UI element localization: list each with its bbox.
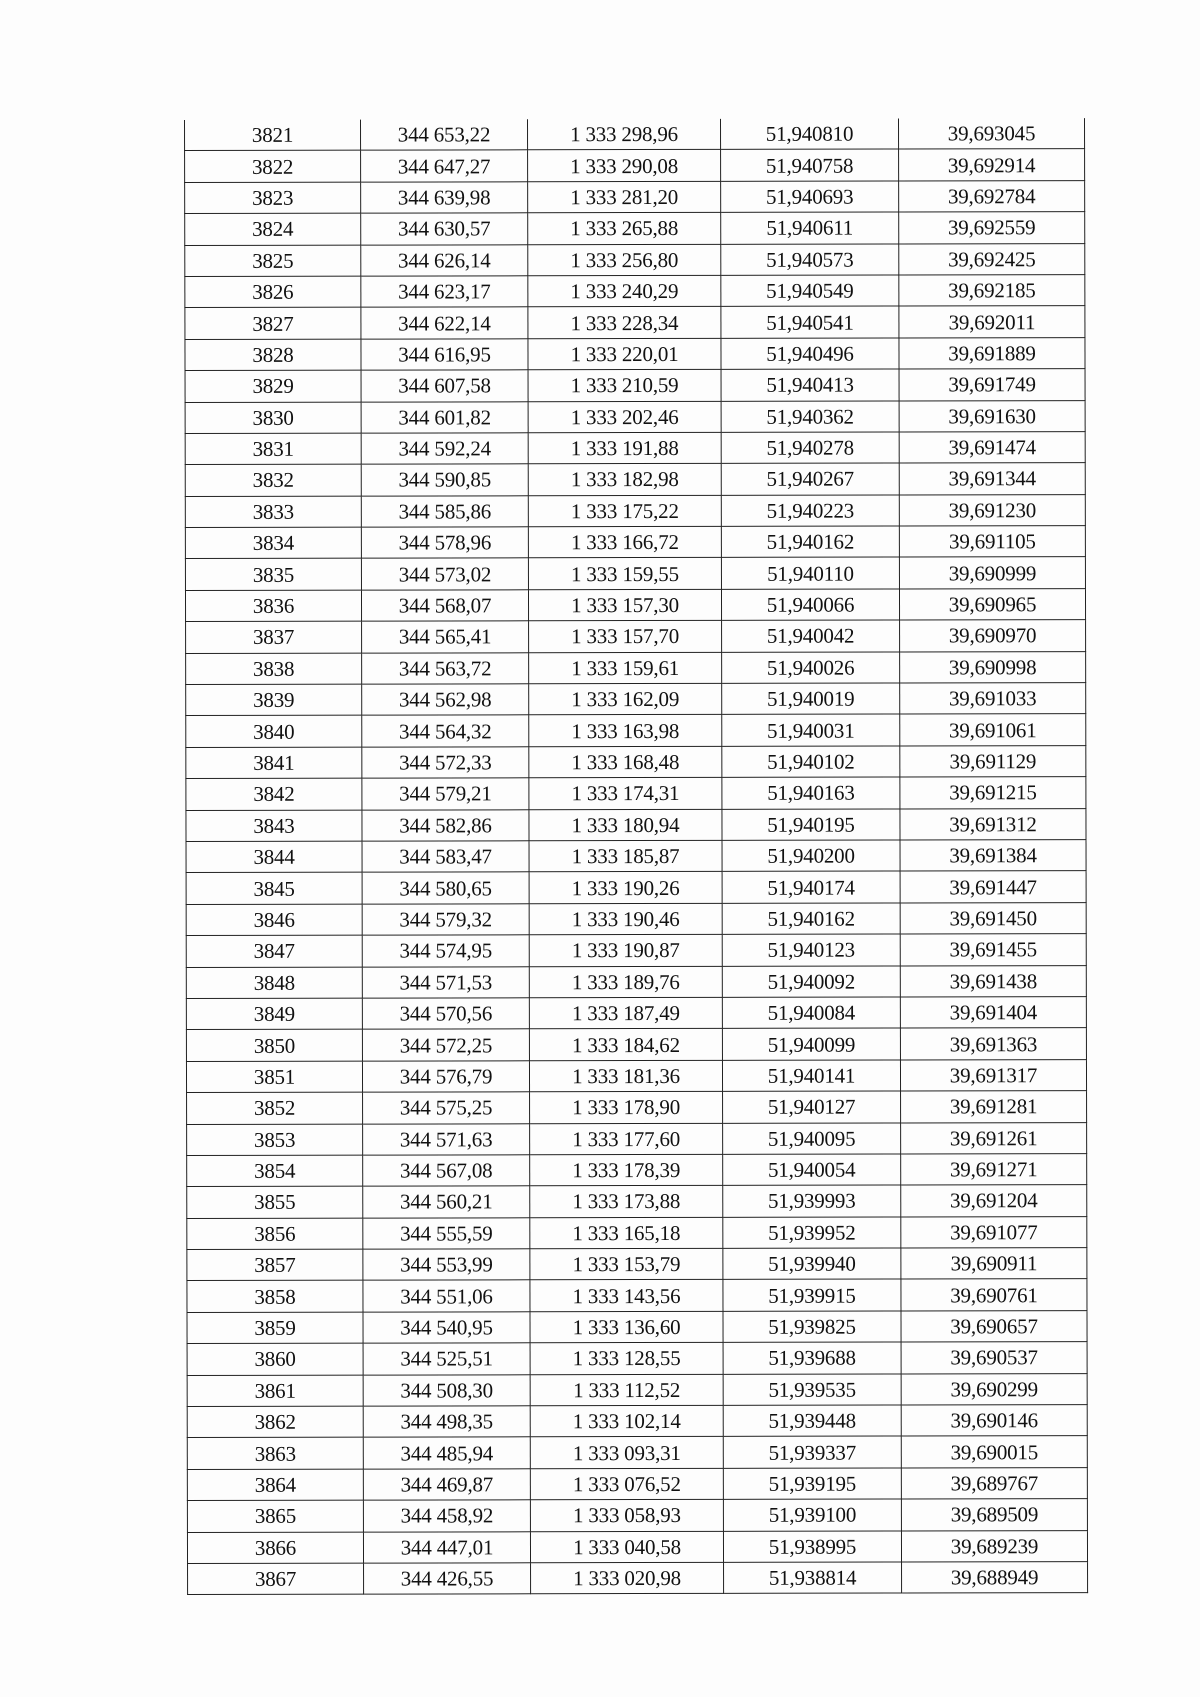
table-row bbox=[186, 651, 1086, 684]
table-row bbox=[186, 714, 1086, 747]
x-coordinate-cell: 344 578,96 bbox=[361, 527, 528, 559]
x-coordinate-cell: 344 525,51 bbox=[363, 1343, 530, 1375]
x-coordinate-cell: 344 647,27 bbox=[361, 150, 528, 182]
y-coordinate-cell: 1 333 180,94 bbox=[529, 809, 722, 841]
point-number-cell: 3837 bbox=[186, 621, 362, 653]
table-row bbox=[187, 1185, 1087, 1218]
point-number-cell: 3822 bbox=[185, 151, 361, 183]
point-number-cell: 3824 bbox=[185, 213, 361, 245]
x-coordinate-cell: 344 571,53 bbox=[362, 966, 529, 998]
y-coordinate-cell: 1 333 163,98 bbox=[529, 715, 722, 747]
y-coordinate-cell: 1 333 173,88 bbox=[530, 1186, 723, 1218]
table-row bbox=[185, 400, 1085, 433]
table-row bbox=[188, 1562, 1088, 1595]
point-number-cell: 3836 bbox=[185, 590, 361, 622]
latitude-cell: 51,940549 bbox=[721, 275, 899, 307]
latitude-cell: 51,940278 bbox=[721, 432, 899, 464]
point-number-cell: 3860 bbox=[187, 1343, 363, 1375]
x-coordinate-cell: 344 583,47 bbox=[362, 841, 529, 873]
point-number-cell: 3852 bbox=[187, 1092, 363, 1124]
longitude-cell: 39,691061 bbox=[900, 714, 1086, 746]
y-coordinate-cell: 1 333 290,08 bbox=[528, 150, 721, 182]
x-coordinate-cell: 344 590,85 bbox=[361, 464, 528, 496]
table-row bbox=[187, 1405, 1087, 1438]
y-coordinate-cell: 1 333 190,26 bbox=[529, 872, 722, 904]
point-number-cell: 3858 bbox=[187, 1281, 363, 1313]
latitude-cell: 51,940223 bbox=[721, 495, 899, 527]
longitude-cell: 39,691077 bbox=[901, 1216, 1087, 1248]
longitude-cell: 39,690015 bbox=[901, 1436, 1087, 1468]
point-number-cell: 3866 bbox=[187, 1532, 363, 1564]
y-coordinate-cell: 1 333 112,52 bbox=[530, 1374, 723, 1406]
y-coordinate-cell: 1 333 157,30 bbox=[528, 589, 721, 621]
x-coordinate-cell: 344 575,25 bbox=[363, 1092, 530, 1124]
x-coordinate-cell: 344 568,07 bbox=[361, 590, 528, 622]
table-row bbox=[185, 149, 1085, 182]
point-number-cell: 3850 bbox=[186, 1029, 362, 1061]
longitude-cell: 39,691630 bbox=[899, 400, 1085, 432]
point-number-cell: 3838 bbox=[186, 653, 362, 685]
latitude-cell: 51,939448 bbox=[723, 1405, 901, 1437]
table-row bbox=[185, 526, 1085, 559]
x-coordinate-cell: 344 622,14 bbox=[361, 307, 528, 339]
longitude-cell: 39,691033 bbox=[900, 683, 1086, 715]
y-coordinate-cell: 1 333 020,98 bbox=[531, 1562, 724, 1594]
point-number-cell: 3844 bbox=[186, 841, 362, 873]
longitude-cell: 39,691384 bbox=[900, 840, 1086, 872]
x-coordinate-cell: 344 553,99 bbox=[363, 1249, 530, 1281]
longitude-cell: 39,691281 bbox=[901, 1091, 1087, 1123]
point-number-cell: 3859 bbox=[187, 1312, 363, 1344]
point-number-cell: 3857 bbox=[187, 1249, 363, 1281]
x-coordinate-cell: 344 426,55 bbox=[364, 1563, 531, 1595]
y-coordinate-cell: 1 333 153,79 bbox=[530, 1248, 723, 1280]
point-number-cell: 3835 bbox=[185, 559, 361, 591]
x-coordinate-cell: 344 601,82 bbox=[361, 401, 528, 433]
y-coordinate-cell: 1 333 182,98 bbox=[528, 464, 721, 496]
longitude-cell: 39,690970 bbox=[900, 620, 1086, 652]
table-row bbox=[185, 306, 1085, 339]
latitude-cell: 51,940195 bbox=[722, 809, 900, 841]
longitude-cell: 39,690146 bbox=[901, 1405, 1087, 1437]
latitude-cell: 51,939100 bbox=[723, 1499, 901, 1531]
latitude-cell: 51,939825 bbox=[723, 1311, 901, 1343]
longitude-cell: 39,691271 bbox=[901, 1154, 1087, 1186]
longitude-cell: 39,691105 bbox=[899, 526, 1085, 558]
longitude-cell: 39,689509 bbox=[901, 1499, 1087, 1531]
x-coordinate-cell: 344 570,56 bbox=[362, 998, 529, 1030]
y-coordinate-cell: 1 333 178,90 bbox=[530, 1091, 723, 1123]
y-coordinate-cell: 1 333 168,48 bbox=[529, 746, 722, 778]
table-row bbox=[186, 934, 1086, 967]
x-coordinate-cell: 344 498,35 bbox=[363, 1406, 530, 1438]
longitude-cell: 39,691261 bbox=[901, 1122, 1087, 1154]
latitude-cell: 51,940162 bbox=[722, 903, 900, 935]
latitude-cell: 51,940102 bbox=[722, 746, 900, 778]
point-number-cell: 3864 bbox=[187, 1469, 363, 1501]
table-row bbox=[186, 683, 1086, 716]
table-row bbox=[187, 1530, 1087, 1563]
latitude-cell: 51,940099 bbox=[722, 1028, 900, 1060]
point-number-cell: 3847 bbox=[186, 935, 362, 967]
latitude-cell: 51,940810 bbox=[720, 119, 898, 150]
y-coordinate-cell: 1 333 181,36 bbox=[529, 1060, 722, 1092]
y-coordinate-cell: 1 333 184,62 bbox=[529, 1029, 722, 1061]
table-row bbox=[185, 557, 1085, 590]
x-coordinate-cell: 344 565,41 bbox=[362, 621, 529, 653]
table-row bbox=[185, 180, 1085, 213]
table-row bbox=[187, 1499, 1087, 1532]
point-number-cell: 3832 bbox=[185, 464, 361, 496]
longitude-cell: 39,690965 bbox=[899, 588, 1085, 620]
point-number-cell: 3843 bbox=[186, 810, 362, 842]
longitude-cell: 39,691474 bbox=[899, 432, 1085, 464]
y-coordinate-cell: 1 333 210,59 bbox=[528, 370, 721, 402]
point-number-cell: 3842 bbox=[186, 778, 362, 810]
x-coordinate-cell: 344 563,72 bbox=[362, 652, 529, 684]
y-coordinate-cell: 1 333 128,55 bbox=[530, 1343, 723, 1375]
latitude-cell: 51,940541 bbox=[721, 306, 899, 338]
longitude-cell: 39,691230 bbox=[899, 494, 1085, 526]
point-number-cell: 3821 bbox=[185, 120, 361, 151]
longitude-cell: 39,691344 bbox=[899, 463, 1085, 495]
x-coordinate-cell: 344 579,21 bbox=[362, 778, 529, 810]
point-number-cell: 3839 bbox=[186, 684, 362, 716]
point-number-cell: 3865 bbox=[187, 1500, 363, 1532]
longitude-cell: 39,689239 bbox=[901, 1530, 1087, 1562]
x-coordinate-cell: 344 551,06 bbox=[363, 1280, 530, 1312]
y-coordinate-cell: 1 333 058,93 bbox=[530, 1500, 723, 1532]
table-row bbox=[187, 1279, 1087, 1312]
latitude-cell: 51,938995 bbox=[723, 1531, 901, 1563]
latitude-cell: 51,940174 bbox=[722, 871, 900, 903]
table-row bbox=[187, 1310, 1087, 1343]
latitude-cell: 51,939940 bbox=[723, 1248, 901, 1280]
latitude-cell: 51,940163 bbox=[722, 777, 900, 809]
longitude-cell: 39,690911 bbox=[901, 1248, 1087, 1280]
x-coordinate-cell: 344 564,32 bbox=[362, 715, 529, 747]
latitude-cell: 51,940042 bbox=[722, 620, 900, 652]
latitude-cell: 51,940123 bbox=[722, 934, 900, 966]
point-number-cell: 3861 bbox=[187, 1375, 363, 1407]
y-coordinate-cell: 1 333 256,80 bbox=[528, 244, 721, 276]
latitude-cell: 51,939337 bbox=[723, 1436, 901, 1468]
table-row bbox=[186, 871, 1086, 904]
y-coordinate-cell: 1 333 187,49 bbox=[529, 997, 722, 1029]
longitude-cell: 39,690537 bbox=[901, 1342, 1087, 1374]
latitude-cell: 51,940084 bbox=[722, 997, 900, 1029]
longitude-cell: 39,693045 bbox=[898, 118, 1084, 149]
latitude-cell: 51,940693 bbox=[721, 181, 899, 213]
x-coordinate-cell: 344 560,21 bbox=[363, 1186, 530, 1218]
latitude-cell: 51,939688 bbox=[723, 1342, 901, 1374]
longitude-cell: 39,691447 bbox=[900, 871, 1086, 903]
latitude-cell: 51,940019 bbox=[722, 683, 900, 715]
coordinates-table bbox=[184, 118, 1088, 1595]
latitude-cell: 51,940095 bbox=[723, 1123, 901, 1155]
table-row bbox=[187, 1091, 1087, 1124]
table-row bbox=[186, 840, 1086, 873]
point-number-cell: 3845 bbox=[186, 873, 362, 905]
y-coordinate-cell: 1 333 189,76 bbox=[529, 966, 722, 998]
x-coordinate-cell: 344 592,24 bbox=[361, 433, 528, 465]
x-coordinate-cell: 344 585,86 bbox=[361, 495, 528, 527]
table-row bbox=[187, 1216, 1087, 1249]
y-coordinate-cell: 1 333 159,61 bbox=[529, 652, 722, 684]
longitude-cell: 39,690761 bbox=[901, 1279, 1087, 1311]
x-coordinate-cell: 344 485,94 bbox=[363, 1437, 530, 1469]
point-number-cell: 3846 bbox=[186, 904, 362, 936]
point-number-cell: 3862 bbox=[187, 1406, 363, 1438]
coordinates-table-body bbox=[185, 118, 1088, 1595]
y-coordinate-cell: 1 333 190,87 bbox=[529, 935, 722, 967]
y-coordinate-cell: 1 333 174,31 bbox=[529, 778, 722, 810]
longitude-cell: 39,691455 bbox=[900, 934, 1086, 966]
table-row bbox=[185, 463, 1085, 496]
point-number-cell: 3833 bbox=[185, 496, 361, 528]
point-number-cell: 3827 bbox=[185, 307, 361, 339]
latitude-cell: 51,940054 bbox=[723, 1154, 901, 1186]
longitude-cell: 39,692011 bbox=[899, 306, 1085, 338]
point-number-cell: 3863 bbox=[187, 1438, 363, 1470]
table-row bbox=[187, 1154, 1087, 1187]
x-coordinate-cell: 344 508,30 bbox=[363, 1374, 530, 1406]
x-coordinate-cell: 344 579,32 bbox=[362, 904, 529, 936]
longitude-cell: 39,688949 bbox=[902, 1562, 1088, 1594]
point-number-cell: 3825 bbox=[185, 245, 361, 277]
x-coordinate-cell: 344 580,65 bbox=[362, 872, 529, 904]
latitude-cell: 51,940031 bbox=[722, 714, 900, 746]
point-number-cell: 3831 bbox=[185, 433, 361, 465]
longitude-cell: 39,691129 bbox=[900, 745, 1086, 777]
point-number-cell: 3826 bbox=[185, 276, 361, 308]
table-row bbox=[186, 1028, 1086, 1061]
table-row bbox=[186, 745, 1086, 778]
table-row bbox=[186, 965, 1086, 998]
x-coordinate-cell: 344 639,98 bbox=[361, 182, 528, 214]
y-coordinate-cell: 1 333 093,31 bbox=[530, 1437, 723, 1469]
y-coordinate-cell: 1 333 190,46 bbox=[529, 903, 722, 935]
y-coordinate-cell: 1 333 178,39 bbox=[530, 1154, 723, 1186]
table-row bbox=[185, 212, 1085, 245]
x-coordinate-cell: 344 562,98 bbox=[362, 684, 529, 716]
point-number-cell: 3855 bbox=[187, 1186, 363, 1218]
x-coordinate-cell: 344 607,58 bbox=[361, 370, 528, 402]
latitude-cell: 51,940162 bbox=[721, 526, 899, 558]
table-row bbox=[187, 1467, 1087, 1500]
latitude-cell: 51,940267 bbox=[721, 463, 899, 495]
latitude-cell: 51,940758 bbox=[721, 149, 899, 181]
x-coordinate-cell: 344 567,08 bbox=[363, 1155, 530, 1187]
y-coordinate-cell: 1 333 157,70 bbox=[529, 621, 722, 653]
longitude-cell: 39,691450 bbox=[900, 902, 1086, 934]
point-number-cell: 3853 bbox=[187, 1124, 363, 1156]
latitude-cell: 51,939195 bbox=[723, 1468, 901, 1500]
table-row bbox=[185, 494, 1085, 527]
longitude-cell: 39,691889 bbox=[899, 337, 1085, 369]
latitude-cell: 51,940413 bbox=[721, 369, 899, 401]
y-coordinate-cell: 1 333 136,60 bbox=[530, 1311, 723, 1343]
latitude-cell: 51,938814 bbox=[724, 1562, 902, 1594]
latitude-cell: 51,940362 bbox=[721, 401, 899, 433]
y-coordinate-cell: 1 333 175,22 bbox=[528, 495, 721, 527]
latitude-cell: 51,939993 bbox=[723, 1185, 901, 1217]
longitude-cell: 39,691749 bbox=[899, 369, 1085, 401]
y-coordinate-cell: 1 333 298,96 bbox=[527, 119, 720, 150]
longitude-cell: 39,691312 bbox=[900, 808, 1086, 840]
table-row bbox=[186, 997, 1086, 1030]
point-number-cell: 3849 bbox=[186, 998, 362, 1030]
point-number-cell: 3867 bbox=[188, 1563, 364, 1595]
y-coordinate-cell: 1 333 166,72 bbox=[528, 526, 721, 558]
x-coordinate-cell: 344 630,57 bbox=[361, 213, 528, 245]
table-row bbox=[185, 588, 1085, 621]
point-number-cell: 3829 bbox=[185, 370, 361, 402]
table-row bbox=[186, 777, 1086, 810]
x-coordinate-cell: 344 573,02 bbox=[361, 558, 528, 590]
x-coordinate-cell: 344 623,17 bbox=[361, 276, 528, 308]
x-coordinate-cell: 344 576,79 bbox=[362, 1060, 529, 1092]
longitude-cell: 39,690657 bbox=[901, 1310, 1087, 1342]
table-row bbox=[185, 337, 1085, 370]
latitude-cell: 51,940127 bbox=[723, 1091, 901, 1123]
latitude-cell: 51,940092 bbox=[722, 966, 900, 998]
point-number-cell: 3856 bbox=[187, 1218, 363, 1250]
longitude-cell: 39,692784 bbox=[899, 180, 1085, 212]
y-coordinate-cell: 1 333 228,34 bbox=[528, 307, 721, 339]
latitude-cell: 51,940200 bbox=[722, 840, 900, 872]
longitude-cell: 39,691404 bbox=[900, 997, 1086, 1029]
x-coordinate-cell: 344 616,95 bbox=[361, 339, 528, 371]
x-coordinate-cell: 344 574,95 bbox=[362, 935, 529, 967]
longitude-cell: 39,691215 bbox=[900, 777, 1086, 809]
point-number-cell: 3851 bbox=[186, 1061, 362, 1093]
y-coordinate-cell: 1 333 040,58 bbox=[530, 1531, 723, 1563]
y-coordinate-cell: 1 333 281,20 bbox=[528, 181, 721, 213]
x-coordinate-cell: 344 653,22 bbox=[360, 119, 527, 150]
latitude-cell: 51,940066 bbox=[721, 589, 899, 621]
x-coordinate-cell: 344 555,59 bbox=[363, 1217, 530, 1249]
y-coordinate-cell: 1 333 265,88 bbox=[528, 213, 721, 245]
y-coordinate-cell: 1 333 185,87 bbox=[529, 840, 722, 872]
y-coordinate-cell: 1 333 165,18 bbox=[530, 1217, 723, 1249]
point-number-cell: 3834 bbox=[185, 527, 361, 559]
x-coordinate-cell: 344 572,33 bbox=[362, 747, 529, 779]
x-coordinate-cell: 344 626,14 bbox=[361, 244, 528, 276]
y-coordinate-cell: 1 333 191,88 bbox=[528, 432, 721, 464]
table-row bbox=[187, 1122, 1087, 1155]
latitude-cell: 51,940026 bbox=[722, 652, 900, 684]
longitude-cell: 39,689767 bbox=[901, 1467, 1087, 1499]
x-coordinate-cell: 344 458,92 bbox=[363, 1500, 530, 1532]
table-row bbox=[185, 243, 1085, 276]
table-row bbox=[185, 275, 1085, 308]
table-row bbox=[187, 1248, 1087, 1281]
x-coordinate-cell: 344 571,63 bbox=[363, 1123, 530, 1155]
y-coordinate-cell: 1 333 220,01 bbox=[528, 338, 721, 370]
y-coordinate-cell: 1 333 162,09 bbox=[529, 683, 722, 715]
table-row bbox=[186, 620, 1086, 653]
point-number-cell: 3840 bbox=[186, 716, 362, 748]
x-coordinate-cell: 344 447,01 bbox=[363, 1531, 530, 1563]
longitude-cell: 39,692185 bbox=[899, 275, 1085, 307]
table-row bbox=[187, 1373, 1087, 1406]
point-number-cell: 3828 bbox=[185, 339, 361, 371]
longitude-cell: 39,692914 bbox=[899, 149, 1085, 181]
longitude-cell: 39,691317 bbox=[900, 1059, 1086, 1091]
y-coordinate-cell: 1 333 076,52 bbox=[530, 1468, 723, 1500]
latitude-cell: 51,940141 bbox=[722, 1060, 900, 1092]
table-row bbox=[185, 118, 1085, 151]
point-number-cell: 3841 bbox=[186, 747, 362, 779]
table-row bbox=[185, 369, 1085, 402]
point-number-cell: 3830 bbox=[185, 402, 361, 434]
point-number-cell: 3848 bbox=[186, 967, 362, 999]
latitude-cell: 51,940496 bbox=[721, 338, 899, 370]
latitude-cell: 51,939915 bbox=[723, 1279, 901, 1311]
latitude-cell: 51,940573 bbox=[721, 244, 899, 276]
latitude-cell: 51,939535 bbox=[723, 1374, 901, 1406]
y-coordinate-cell: 1 333 143,56 bbox=[530, 1280, 723, 1312]
latitude-cell: 51,939952 bbox=[723, 1217, 901, 1249]
longitude-cell: 39,692425 bbox=[899, 243, 1085, 275]
x-coordinate-cell: 344 572,25 bbox=[362, 1029, 529, 1061]
longitude-cell: 39,691204 bbox=[901, 1185, 1087, 1217]
table-row bbox=[186, 902, 1086, 935]
table-row bbox=[185, 432, 1085, 465]
longitude-cell: 39,690299 bbox=[901, 1373, 1087, 1405]
table-row bbox=[187, 1436, 1087, 1469]
longitude-cell: 39,692559 bbox=[899, 212, 1085, 244]
longitude-cell: 39,691438 bbox=[900, 965, 1086, 997]
y-coordinate-cell: 1 333 177,60 bbox=[530, 1123, 723, 1155]
point-number-cell: 3854 bbox=[187, 1155, 363, 1187]
x-coordinate-cell: 344 469,87 bbox=[363, 1469, 530, 1501]
table-row bbox=[187, 1342, 1087, 1375]
latitude-cell: 51,940611 bbox=[721, 212, 899, 244]
point-number-cell: 3823 bbox=[185, 182, 361, 214]
y-coordinate-cell: 1 333 240,29 bbox=[528, 275, 721, 307]
latitude-cell: 51,940110 bbox=[721, 557, 899, 589]
table-row bbox=[186, 808, 1086, 841]
table-row bbox=[186, 1059, 1086, 1092]
y-coordinate-cell: 1 333 159,55 bbox=[528, 558, 721, 590]
y-coordinate-cell: 1 333 202,46 bbox=[528, 401, 721, 433]
longitude-cell: 39,690999 bbox=[899, 557, 1085, 589]
x-coordinate-cell: 344 540,95 bbox=[363, 1312, 530, 1344]
longitude-cell: 39,690998 bbox=[900, 651, 1086, 683]
y-coordinate-cell: 1 333 102,14 bbox=[530, 1405, 723, 1437]
longitude-cell: 39,691363 bbox=[900, 1028, 1086, 1060]
x-coordinate-cell: 344 582,86 bbox=[362, 809, 529, 841]
